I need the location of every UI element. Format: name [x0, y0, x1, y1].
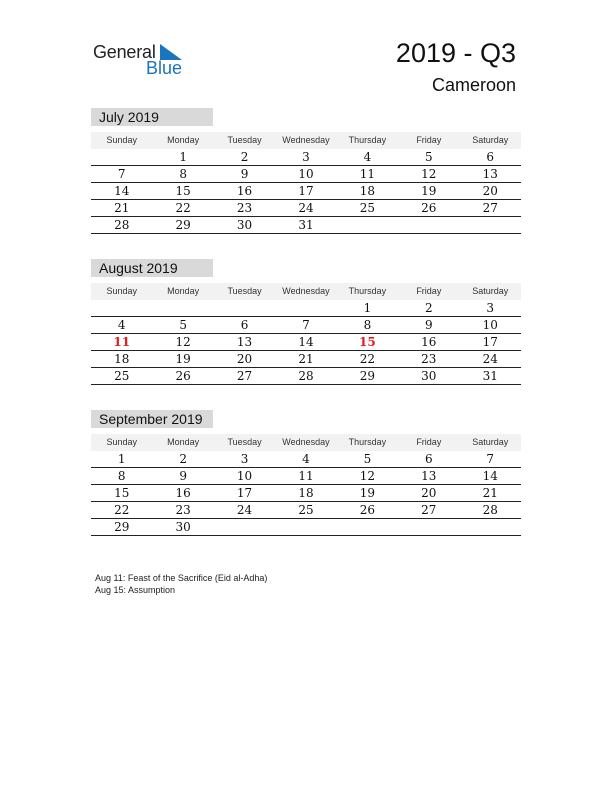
weekday-wednesday: Wednesday [282, 286, 330, 296]
month-september [91, 410, 521, 536]
week-row [91, 451, 521, 468]
week-row [91, 300, 521, 317]
day-cell: 31 [298, 218, 314, 232]
day-cell: 6 [240, 318, 249, 332]
weekday-thursday: Thursday [348, 437, 387, 447]
day-cell: 23 [236, 201, 253, 215]
day-cell: 25 [114, 369, 130, 383]
weekday-friday: Friday [416, 135, 442, 145]
weekday-tuesday: Tuesday [227, 286, 262, 296]
day-cell: 26 [421, 201, 437, 215]
empty-day-cell [460, 519, 521, 535]
logo-blue-text: Blue [146, 58, 183, 78]
weekday-sunday: Sunday [106, 437, 137, 447]
weekday-friday: Friday [416, 286, 442, 296]
day-cell: 14 [298, 335, 314, 349]
day-cell: 16 [175, 486, 191, 500]
empty-day-cell [337, 217, 398, 233]
weekday-friday: Friday [416, 437, 442, 447]
day-cell: 30 [236, 218, 253, 232]
day-cell: 26 [175, 369, 191, 383]
empty-day-cell [214, 519, 275, 535]
day-cell: 14 [482, 469, 498, 483]
week-row [91, 502, 521, 519]
week-row [91, 317, 521, 334]
day-cell: 25 [359, 201, 376, 215]
weekday-saturday: Saturday [472, 135, 509, 145]
day-cell: 10 [298, 167, 314, 181]
day-cell: 13 [421, 469, 437, 483]
week-row [91, 183, 521, 200]
country-name: Cameroon [431, 75, 516, 95]
day-cell: 24 [298, 201, 314, 215]
weekday-thursday: Thursday [348, 135, 387, 145]
weekday-tuesday: Tuesday [227, 135, 262, 145]
weekday-monday: Monday [167, 135, 200, 145]
day-cell: 11 [359, 167, 376, 181]
day-cell: 19 [175, 352, 191, 366]
holiday-day-cell: 15 [359, 335, 376, 349]
day-cell: 4 [117, 318, 126, 332]
day-cell: 17 [482, 335, 498, 349]
weekday-saturday: Saturday [472, 437, 509, 447]
day-cell: 28 [114, 218, 130, 232]
day-cell: 3 [486, 301, 495, 315]
week-row [91, 200, 521, 217]
month-august [91, 259, 521, 385]
day-cell: 27 [236, 369, 253, 383]
day-cell: 4 [363, 150, 372, 164]
day-cell: 14 [114, 184, 130, 198]
week-row [91, 485, 521, 502]
empty-day-cell [275, 300, 336, 316]
day-cell: 18 [114, 352, 130, 366]
month-label: August 2019 [91, 259, 213, 277]
week-row [91, 468, 521, 485]
day-cell: 5 [179, 318, 187, 332]
weekday-header [91, 132, 521, 149]
month-label: September 2019 [91, 410, 213, 428]
week-row [91, 334, 521, 351]
day-cell: 6 [425, 452, 433, 466]
day-cell: 30 [175, 520, 191, 534]
day-cell: 6 [486, 150, 495, 164]
day-cell: 12 [359, 469, 376, 483]
week-row [91, 519, 521, 536]
weekday-wednesday: Wednesday [282, 437, 330, 447]
page-title: 2019 - Q3 [395, 38, 516, 68]
empty-day-cell [91, 149, 152, 165]
weekday-monday: Monday [167, 286, 200, 296]
day-cell: 15 [175, 184, 191, 198]
day-cell: 3 [240, 452, 249, 466]
empty-day-cell [398, 217, 459, 233]
day-cell: 26 [359, 503, 376, 517]
holiday-notes [95, 572, 267, 596]
day-cell: 12 [421, 167, 437, 181]
day-cell: 21 [482, 486, 498, 500]
day-cell: 1 [363, 301, 372, 315]
day-cell: 17 [236, 486, 253, 500]
day-cell: 8 [179, 167, 187, 181]
weekday-header [91, 434, 521, 451]
day-cell: 29 [114, 520, 130, 534]
weekday-saturday: Saturday [472, 286, 509, 296]
holiday-note: Aug 15: Assumption [95, 585, 176, 595]
day-cell: 28 [482, 503, 498, 517]
empty-day-cell [214, 300, 275, 316]
day-cell: 9 [240, 167, 249, 181]
day-cell: 1 [179, 150, 187, 164]
day-cell: 27 [482, 201, 498, 215]
day-cell: 17 [298, 184, 314, 198]
day-cell: 20 [421, 486, 437, 500]
day-cell: 13 [236, 335, 253, 349]
day-cell: 24 [236, 503, 253, 517]
day-cell: 29 [359, 369, 376, 383]
empty-day-cell [398, 519, 459, 535]
holiday-day-cell: 11 [113, 335, 131, 349]
day-cell: 22 [175, 201, 191, 215]
day-cell: 27 [421, 503, 437, 517]
week-row [91, 368, 521, 385]
week-row [91, 149, 521, 166]
day-cell: 2 [240, 150, 249, 164]
day-cell: 12 [175, 335, 191, 349]
day-cell: 16 [421, 335, 437, 349]
day-cell: 28 [298, 369, 314, 383]
day-cell: 25 [298, 503, 314, 517]
month-weeks [91, 451, 521, 536]
day-cell: 31 [482, 369, 498, 383]
month-weeks [91, 149, 521, 234]
day-cell: 8 [117, 469, 126, 483]
day-cell: 22 [359, 352, 376, 366]
day-cell: 29 [175, 218, 191, 232]
empty-day-cell [91, 300, 152, 316]
week-row [91, 351, 521, 368]
day-cell: 18 [298, 486, 314, 500]
day-cell: 11 [298, 469, 314, 483]
day-cell: 19 [421, 184, 437, 198]
weekday-monday: Monday [167, 437, 200, 447]
day-cell: 21 [114, 201, 130, 215]
day-cell: 7 [302, 318, 310, 332]
day-cell: 9 [425, 318, 433, 332]
day-cell: 3 [302, 150, 310, 164]
day-cell: 10 [236, 469, 253, 483]
logo [93, 42, 203, 78]
day-cell: 20 [482, 184, 498, 198]
month-label: July 2019 [91, 108, 213, 126]
month-weeks [91, 300, 521, 385]
day-cell: 21 [298, 352, 314, 366]
day-cell: 1 [117, 452, 126, 466]
empty-day-cell [337, 519, 398, 535]
day-cell: 2 [179, 452, 187, 466]
day-cell: 16 [236, 184, 253, 198]
day-cell: 22 [114, 503, 130, 517]
day-cell: 5 [425, 150, 433, 164]
empty-day-cell [152, 300, 213, 316]
day-cell: 19 [359, 486, 376, 500]
day-cell: 5 [363, 452, 372, 466]
day-cell: 4 [302, 452, 310, 466]
day-cell: 2 [425, 301, 433, 315]
day-cell: 8 [363, 318, 372, 332]
weekday-thursday: Thursday [348, 286, 387, 296]
day-cell: 13 [482, 167, 498, 181]
day-cell: 30 [421, 369, 437, 383]
day-cell: 24 [482, 352, 498, 366]
month-july [91, 108, 521, 234]
weekday-wednesday: Wednesday [282, 135, 330, 145]
empty-day-cell [460, 217, 521, 233]
day-cell: 7 [117, 167, 126, 181]
weekday-sunday: Sunday [106, 286, 137, 296]
day-cell: 20 [236, 352, 253, 366]
day-cell: 7 [486, 452, 495, 466]
weekday-sunday: Sunday [106, 135, 137, 145]
day-cell: 15 [114, 486, 130, 500]
empty-day-cell [275, 519, 336, 535]
day-cell: 18 [359, 184, 376, 198]
weekday-header [91, 283, 521, 300]
day-cell: 23 [175, 503, 191, 517]
day-cell: 9 [179, 469, 187, 483]
week-row [91, 217, 521, 234]
day-cell: 23 [421, 352, 437, 366]
logo-general-text: General [93, 42, 156, 62]
day-cell: 10 [482, 318, 498, 332]
weekday-tuesday: Tuesday [227, 437, 262, 447]
holiday-note: Aug 11: Feast of the Sacrifice (Eid al-Adha) [95, 573, 268, 583]
week-row [91, 166, 521, 183]
